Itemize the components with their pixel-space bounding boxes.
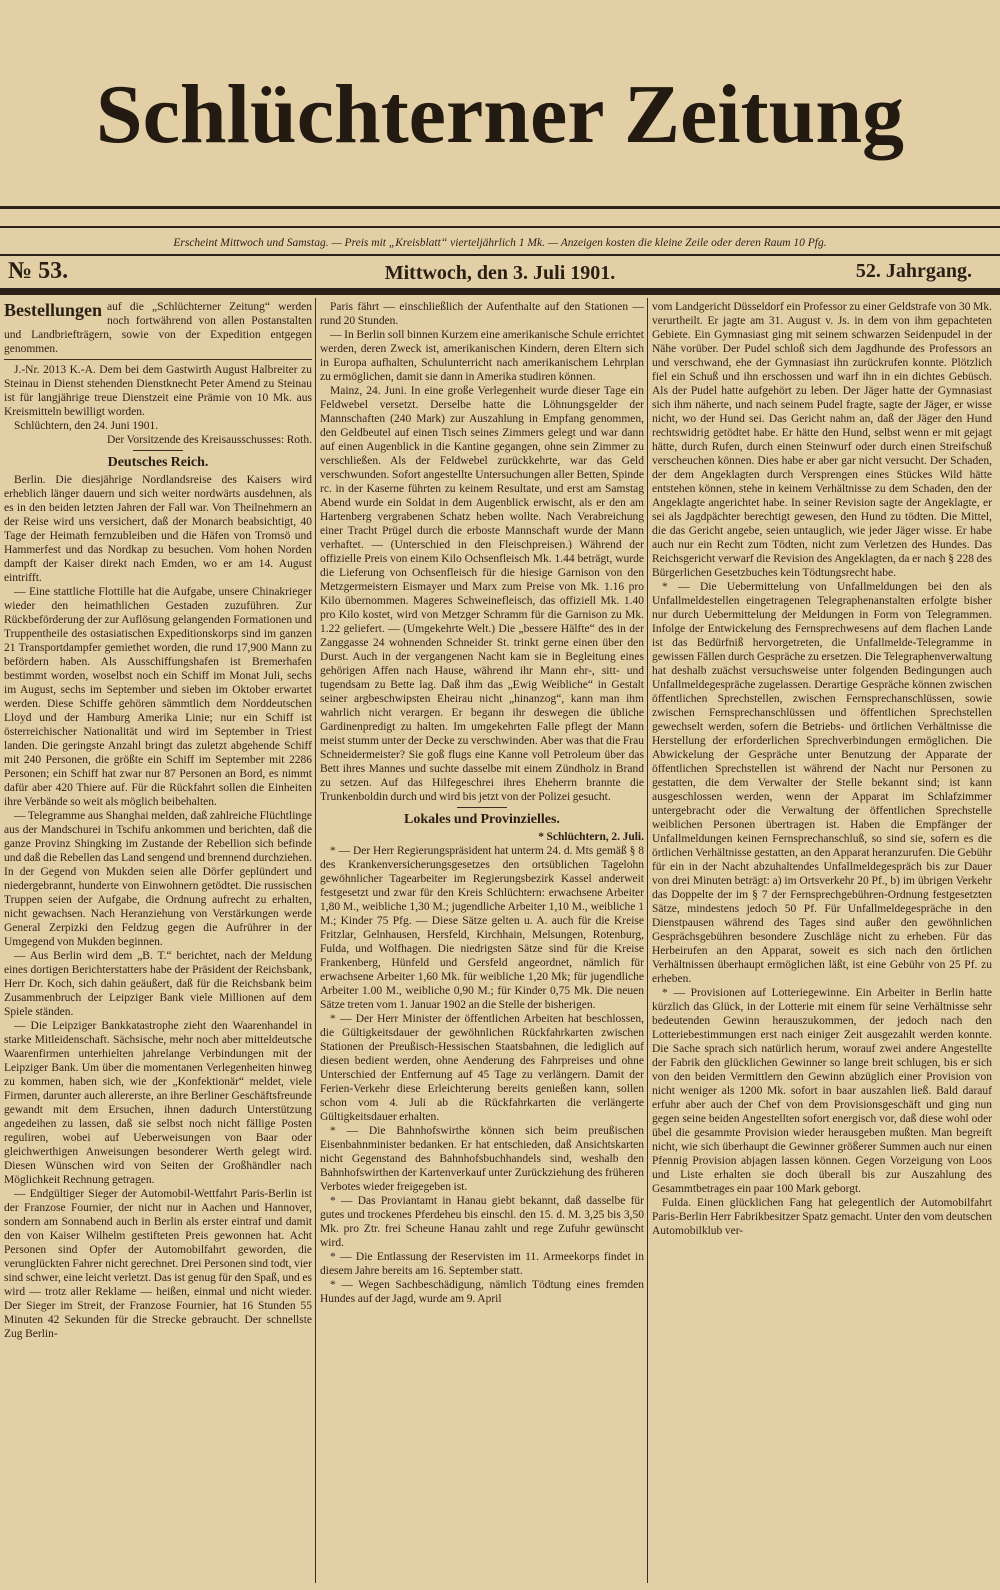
bestellungen-text: auf die „Schlüchterner Zeitung“ werden noch fortwährend von allen Postanstalten und Landbriefträgern, sowie von der Expedition entgegen genommen. <box>4 301 312 355</box>
info-line: Erscheint Mittwoch und Samstag. — Preis mit „Kreisblatt“ vierteljährlich 1 Mk. — Anzeigen kosten die kleine Zeile oder deren Raum 10 Pfg. <box>173 237 827 249</box>
article: Paris fährt — einschließlich der Aufenthalte auf den Stationen — rund 20 Stunden. <box>320 301 644 327</box>
article: — Eine stattliche Flottille hat die Aufgabe, unsere Chinakrieger wieder den heimathlichen Gestaden zuzuführen. Zur Rückbeförderung der zur Auflösung gelangenden Formationen und Truppentheile des ostasiatischen Expeditionskorps sind im ganzen 21 Transportdampfer gemiethet worden, die rund 17,900 Mann zu befördern haben. Als Ausschiffungshafen ist Bremerhafen bestimmt worden, woselbst noch ein Schiff im Monat Juli, sechs im August, sechs im September und sieben im Oktober erwartet werden. Diese Schiffe gehören sämmtlich dem Norddeutschen Lloyd und der Hamburg Amerika Linie; nur ein Schiff ist österreichischer Nationalität und wird im September in Triest landen. Die geringste Anzahl bringt das zuletzt abgehende Schiff mit 240 Personen, die größte ein Schiff im September mit 2286 Personen; ein Schiff hat zwar nur 87 Personen an Bord, es nimmt dafür aber 420 Thiere auf. Für die Rückfahrt sollen die Einheiten ihre Verbände so weit als möglich beibehalten. <box>4 586 312 808</box>
article: — In Berlin soll binnen Kurzem eine amerikanische Schule errichtet werden, deren Zweck ist, amerikanischen Kindern, deren Eltern sich in Europa aufhalten, Schulunterricht nach amerikanischem Lehrplan zu ermöglichen, damit sie dann in Amerika studiren können. <box>320 329 644 383</box>
article: * — Die Bahnhofswirthe können sich beim preußischen Eisenbahnminister bedanken. Er hat entschieden, daß Ansichtskarten nicht Gegenstand des Bahnhofsbuchhandels sind, weshalb den Bahnhofswirthen der Kartenverkauf unter Zurückziehung des früheren Verbotes wieder freigegeben ist. <box>320 1125 644 1193</box>
column-3 <box>652 300 992 1238</box>
notice: J.-Nr. 2013 K.-A. Dem bei dem Gastwirth August Halbreiter zu Steinau in Dienst stehenden Dienstknecht Peter Amend zu Steinau ist für langjährige treue Dienstzeit eine Prämie von 10 Mk. aus Kreismitteln bewilligt worden. <box>4 364 312 418</box>
article: vom Landgericht Düsseldorf ein Professor zu einer Geldstrafe von 30 Mk. verurtheilt. Er jagte am 31. August v. Js. in dem von ihm gepachteten Gebiete. Ein Gymnasiast ging mit seinem schwarzen Seidenpudel in der Nähe vorüber. Der Pudel schloß sich dem Jagdhunde des Professors an und verschwand, ehe der Gymnasiast ihn zurückrufen konnte. Plötzlich fiel ein Schuß und ihn erschossen und warf ihn in ein dichtes Gebüsch. Als der Pudel hatte aufgehört zu leben. Der Jäger hatte der Gymnasiast sich ihm näherte, und nach seinem Pudel fragte, sagte der Jäger, er wisse nicht, wo der Hund sei. Das Gericht nahm an, daß der Jäger den Hund rechtswidrig getödtet habe. Er hätte den Hund, selbst wenn er mit gejagt hätte, durch Rufen, durch einen Steinwurf oder durch einen Streifschuß verscheuchen können. Dies habe er aber gar nicht versucht. Der Schaden, der dem Angeklagten durch Versprengen eines Stückes Wild hätte entstehen können, stehe in keinem Verhältnisse zu dem Schaden, den der Angeklagte angerichtet habe. In seiner Revision sagte der Angeklagte, er sei als Jagdpächter berechtigt gewesen, den Hund zu tödten. Die Mittel, die das Gericht angebe, seien untauglich, wie jeder Jäger wisse. Er habe auch nur ein Recht zum Tödten, nicht zum Verletzen des Hundes. Das Reichsgericht verwarf die Revision des Angeklagten, da er nach § 228 des Bürgerlichen Gesetzbuches kein Tödtungsrecht habe. <box>652 301 992 579</box>
volume-year: 52. Jahrgang. <box>855 260 972 282</box>
article: — Aus Berlin wird dem „B. T.“ berichtet, nach der Meldung eines dortigen Berichterstatters habe der Präsident der Reichsbank, Herr Dr. Koch, sich dahin geäußert, daß für die Reichsbank beim Zusammenbruch der Leipziger Bank viele Millionen auf dem Spiele ständen. <box>4 950 312 1018</box>
divider <box>0 254 1000 256</box>
issue-date: Mittwoch, den 3. Juli 1901. <box>384 262 616 284</box>
section-heading: Deutsches Reich. <box>107 455 209 470</box>
article: — Die Leipziger Bankkatastrophe zieht den Waarenhandel in starke Mitleidenschaft. Sächsische, mehr noch aber mitteldeutsche Waarenfirmen unterhielten jahrelange Verbindungen mit der Leipziger Bank. Um über die momentanen Verlegenheiten hinweg zu kommen, haben sich, wie der „Konfektionär“ meldet, viele Firmen, darunter auch allererste, an ihre Berliner Geschäftsfreunde gewandt mit dem Ersuchen, ihnen dadurch Unterstützung angedeihen zu lassen, daß sie selbst noch nicht fällige Posten reguliren, wobei auf Ueberweisungen von Baar oder gleichwerthigen Anweisungen besonderer Werth gelegt wird. Diesen Wünschen wird von Seiten der Großhändler nach Möglichkeit Rechnung getragen. <box>4 1020 312 1186</box>
article: Fulda. Einen glücklichen Fang hat gelegentlich der Automobilfahrt Paris-Berlin Herr Fabrikbesitzer Spatz gemacht. Unter den vom deutschen Automobilklub ver- <box>652 1197 992 1237</box>
article: Mainz, 24. Juni. In eine große Verlegenheit wurde dieser Tage ein Feldwebel versetzt. Derselbe hatte die Löhnungsgelder der Mannschaften (240 Mark) zur Auszahlung in Empfang genommen, den Geldbeutel auf einen Tisch seines Zimmers gelegt und war dann auf einen Augenblick in die Kantine gegangen, ohne sein Zimmer zu verschließen. Als der Feldwebel zurückkehrte, war das Geld verschwunden. Sofort angestellte Untersuchungen aller Betten, Spinde rc. in der Kaserne führten zu keinem Resultate, und erst am Samstag Abend wurde ein Soldat in dem Augenblick erwischt, als er den am Hartenberg vergrabenen Schatz heben wollte. Nach Verabreichung einer Tracht Prügel durch die erboste Mannschaft wurde der Mann verhaftet. — (Unterschied in den Fleischpreisen.) Während der offizielle Preis von einem Kilo Ochsenfleisch Mk. 1.44 beträgt, wurde die Lieferung von Ochsenfleisch für die hiesige Garnison von den Metzgermeistern Eismayer und Marx zum Preise von Mk. 1.16 pro Kilo übernommen. Mageres Schweinefleisch, das offiziell Mk. 1.40 pro Kilo kostet, wird von Metzger Schramm für die Garnison zu Mk. 1.22 geliefert. — (Umgekehrte Welt.) Die „bessere Hälfte“ des in der Zanggasse 24 wohnenden Schneider St. trinkt gerne einen über den Durst. Auch in der vergangenen Nacht kam sie in Begleitung eines gehörigen Affen nach Hause, während ihr Mann ehr-, sitt- und tugendsam zu Bette lag. Daß ihm das „Ewig Weibliche“ in Gestalt seiner argbeschwipsten Eheirau nicht „hinanzog“, kann man ihm wahrlich nicht verargen. Er begann ihr deswegen die übliche Gardinenpredigt zu halten. Im umgekehrten Falle pflegt der Mann meist stumm unter der Decke zu verschwinden. Aber was that die Frau Schneidermeister? Sie goß flugs eine Kanne voll Petroleum über das Bett ihres Mannes und suchte dasselbe mit einem Zündholz in Brand zu setzen. Auf das Hilfegeschrei ihres Eheherrn brannte die Trunkenboldin durch und wird bis jetzt von der Polizei gesucht. <box>320 385 644 803</box>
divider <box>0 206 1000 209</box>
article: * — Die Uebermittelung von Unfallmeldungen bei den als Unfallmeldestellen eingetragenen Telegraphenanstalten erfolgte bisher nur durch Uebermittelung der Meldungen in Form von Telegrammen. Infolge der Entwickelung des Fernsprechwesens auf dem flachen Lande ist das Bedürfniß hervorgetreten, die Unfallmelde-Telegramme in gewissen Fällen durch Gespräche zu ersetzen. Die Telegraphenverwaltung hat deshalb zuächst versuchsweise unter folgenden Bedingungen auch Unfallmeldegespräche zugelassen. Derartige Gespräche können zwischen öffentlichen Sprechstellen, zwischen Fernsprechanschlüssen, sowie zwischen Fernsprechanschlüssen und öffentlichen Sprechstellen gewechselt werden, sofern die Betriebs- und örtlichen Verhältnisse die Herstellung der erforderlichen Sprechverbindungen ermöglichen. Die Abwickelung der Gespräche unter Benutzung der Apparate der öffentlichen Sprechstellen ist während der Nacht nur Personen zu gestatten, die dem Verwalter der Stelle bekannt sind; ist kann ausgeschlossen werden, wenn der Apparat im Schlafzimmer untergebracht oder die Verwaltung der öffentlichen Sprechstelle weiblichen Personen übertragen ist. Haben die Empfänger der Unfallmeldungen keinen Fernsprechanschluß, so sind sie, sofern es die örtlichen Verhältnisse gestatten, an den Apparat heranzurufen. Die Gebühr für ein in der Nacht abzuhaltendes Unfallmeldegespräch bis zur Dauer von drei Minuten beträgt: a) im Ortsverkehr 20 Pf., b) im übrigen Verkehr das Doppelte der im § 7 der Fernsprechgebühren-Ordnung festgesetzten Sätze, mindestens jedoch 50 Pf. Für Unfallmeldegespräche in den Dienstpausen während des Tages sind außer den gewöhnlichen Gesprächsgebühren besondere Zuschläge nicht zu erheben. Für das Herbeirufen an den Apparat, soweit es sich nach den örtlichen Verhältnissen überhaupt ermöglichen läßt, ist eine Gebühr von 25 Pf. zu erheben. <box>652 581 992 985</box>
article: * — Die Entlassung der Reservisten im 11. Armeekorps findet in diesem Jahre bereits am 16. September statt. <box>320 1251 644 1277</box>
article: — Endgültiger Sieger der Automobil-Wettfahrt Paris-Berlin ist der Franzose Fournier, der nicht nur in Aachen und Hannover, sondern am Sonnabend auch in Berlin als erster eintraf und damit den von Kaiser Wilhelm gestifteten Preis gewonnen hat. Acht Personen sind Opfer der Automobilfahrt geworden, die verunglückten Fahrer nicht gerechnet. Drei Personen sind todt, vier sind schwer, eine leicht verletzt. Das ist genug für den Spaß, und es wird — trotz aller Reklame — heißen, einmal und nicht wieder. Der Sieger im Streit, der Franzose Fournier, hat 16 Stunden 55 Minuten 42 Sekunden für die Strecke gebraucht. Der schnellste Zug Berlin- <box>4 1188 312 1340</box>
article: * — Provisionen auf Lotteriegewinne. Ein Arbeiter in Berlin hatte kürzlich das Glück, in der Lotterie mit einem für seine Verhältnisse sehr bedeutenden Gewinn herauszukommen, der jedoch nach den Lotteriebestimmungen erst nach einiger Zeit ausgezahlt werden konnte. Die Sache sprach sich natürlich herum, worauf zwei andere Angestellte der Fabrik den glücklichen Gewinner so lange breit schlugen, bis er sich von den beiden Vermittlern den Gewinn abzüglich einer Provision von nicht weniger als 1200 Mk. sofort in baar auszahlen ließ. Bald darauf erfuhr aber auch der Chef von dem Provisionsgeschäft und ging nun gegen seine beiden Angestellten sofort energisch vor, daß diese wohl oder übel die gesammte Provision wieder herausgeben mußten. Man begreift nicht, wie sich überhaupt die Gewinner größerer Summen auch nur einen Pfennig Provision abjagen lassen können. Gegen Vorzeigung von Loos und Liste erhalten sie doch überall bis zur Auszahlung des Gesammtbetrages ein paar 100 Mark geborgt. <box>652 987 992 1195</box>
notice-signature: Der Vorsitzende des Kreisausschusses: Roth. <box>106 434 312 446</box>
section-heading: Lokales und Provinzielles. <box>404 812 560 827</box>
bestellungen-heading: Bestellungen <box>4 300 103 320</box>
article: — Telegramme aus Shanghai melden, daß zahlreiche Flüchtlinge aus der Mandschurei in Tschifu ankommen und berichten, daß die ganze Provinz Shingking im Zustande der Rebellion sich befinde und daß die Rebellen das Land sengend und brennend durchziehen. In der Gegend von Mukden seien alle Dörfer geplündert und niedergebrannt, hunderte von Einwohnern getödtet. Die russischen Truppen seien der Aufgabe, die Ordnung aufrecht zu erhalten, nicht gewachsen. Nach Heranziehung von Verstärkungen werde General Zerpizki den Feldzug gegen die Aufrührer in der Umgegend von Mukden beginnen. <box>4 810 312 948</box>
notice-place: Schlüchtern, den 24. Juni 1901. <box>14 420 159 432</box>
column-1 <box>4 300 312 1341</box>
dateline: * Schlüchtern, 2. Juli. <box>538 831 644 843</box>
column-divider <box>315 298 316 1583</box>
article: * — Der Herr Regierungspräsident hat unterm 24. d. Mts gemäß § 8 des Krankenversicherungsgesetzes den ortsüblichen Tagelohn gewöhnlicher Tagearbeiter im Regierungsbezirk Kassel anderweit festgesetzt und zwar für den Kreis Schlüchtern: erwachsene Arbeiter 1,80 M., weibliche 1,30 M.; jugendliche Arbeiter 1,10 M., weibliche 1 M.; Kinder 75 Pfg. — Diese Sätze gelten u. A. auch für die Kreise Fritzlar, Gelnhausen, Hersfeld, Kirchhain, Melsungen, Rotenburg, Fulda, und Wolfhagen. Die niedrigsten Sätze sind für die Kreise Frankenberg, Hünfeld und Gersfeld angeordnet, nämlich für erwachsene Arbeiter 1,60 Mk. für weibliche 1,20 Mk; für jugendliche Arbeiter 1.00 M., weibliche 0,90 M.; für Kinder 0,75 Mk. Die neuen Sätze treten vom 1. Januar 1902 an die Stelle der bisherigen. <box>320 845 644 1011</box>
article: * — Das Proviantamt in Hanau giebt bekannt, daß dasselbe für gutes und trockenes Pferdeheu bis einschl. den 15. d. M. 3,25 bis 3,50 Mk. pro Ztr. frei Scheune Hanau zahlt und rege Zufuhr gewünscht wird. <box>320 1195 644 1249</box>
article: * — Wegen Sachbeschädigung, nämlich Tödtung eines fremden Hundes auf der Jagd, wurde am 9. April <box>320 1279 644 1305</box>
article: Berlin. Die diesjährige Nordlandsreise des Kaisers wird erheblich länger dauern und sich weiter nordwärts ausdehnen, als es in den beiden letzten Jahren der Fall war. Von Theilnehmern an der Reise wird uns versichert, daß der Monarch beabsichtigt, 40 Tage der Heimath fernzubleiben und die Häfen von Tromsö und Hammerfest und das Nordkap zu besuchen. Vom hohen Norden dampft der Kaiser direkt nach Emden, wo er am 14. August eintrifft. <box>4 474 312 584</box>
divider <box>0 226 1000 228</box>
divider <box>0 288 1000 295</box>
masthead: Schlüchterner Zeitung <box>95 68 905 161</box>
column-divider <box>647 298 648 1583</box>
issue-number: № 53. <box>8 258 69 284</box>
article: * — Der Herr Minister der öffentlichen Arbeiten hat beschlossen, die Gültigkeitsdauer der gewöhnlichen Rückfahrkarten zwischen Stationen der Preußisch-Hessischen Staatsbahnen, die lediglich auf diesen bedient werden, ohne Aenderung des Fahrpreises und ohne Unterschied der Entfernung auf 45 Tage zu verlängern. Damit der Ferien-Verkehr diese Erleichterung bereits genießen kann, sollen schon vom 4. Juli ab die Rückfahrkarten die verlängerte Gültigkeitsdauer erhalten. <box>320 1013 644 1123</box>
column-2 <box>320 300 644 1306</box>
